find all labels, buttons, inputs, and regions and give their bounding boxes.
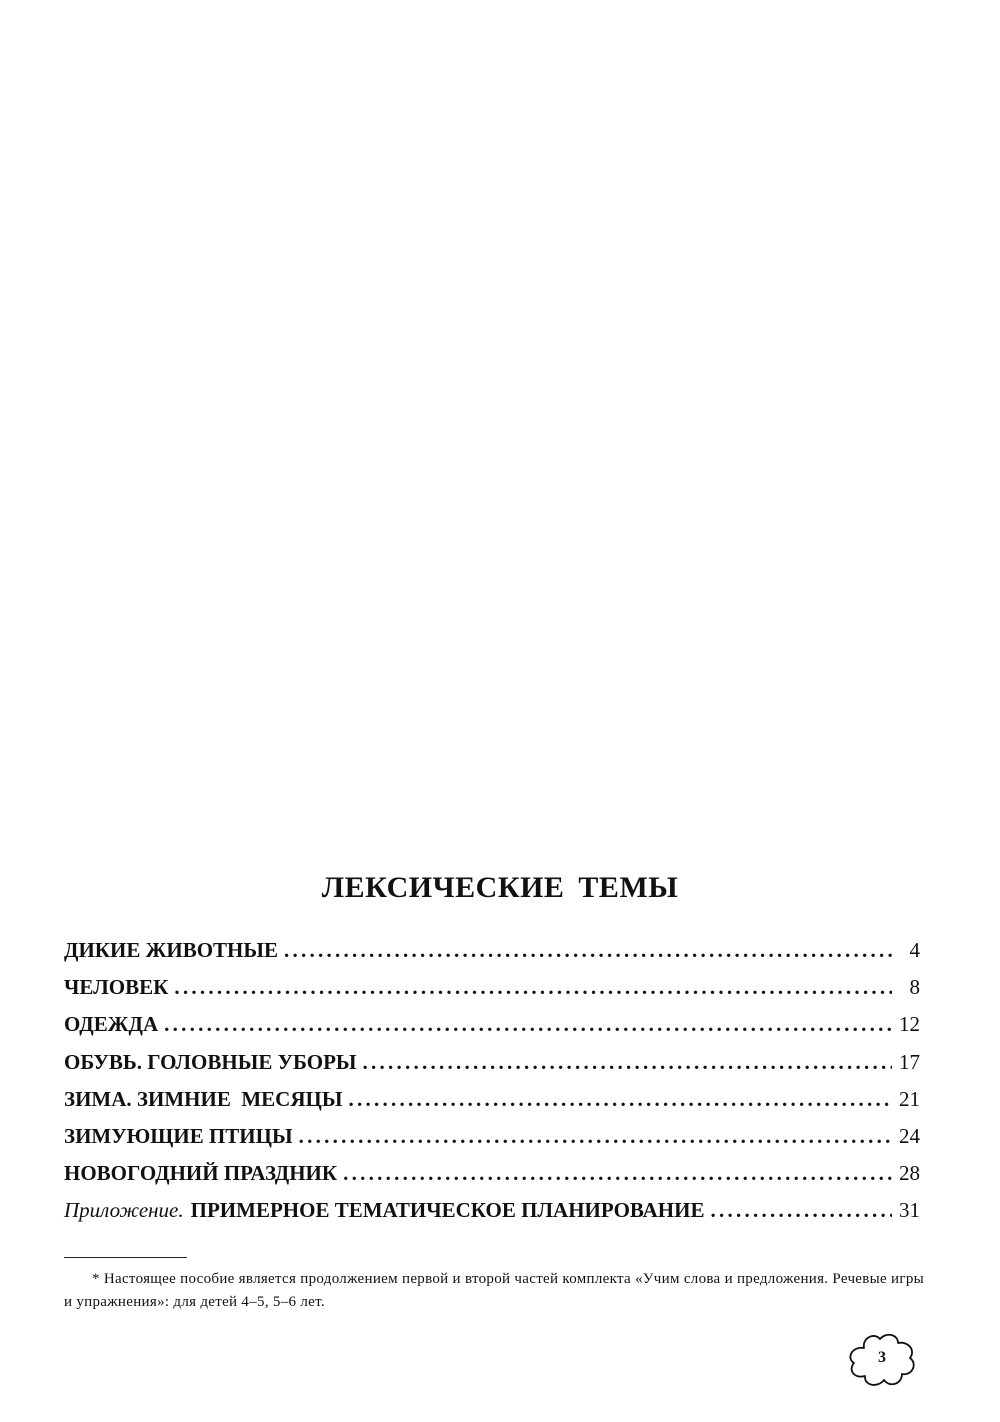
toc-leader-dots <box>174 975 892 1000</box>
toc-entry[interactable] <box>64 1087 920 1124</box>
toc-entry-page: 12 <box>899 1012 920 1037</box>
toc-entry-page: 31 <box>899 1198 920 1223</box>
toc-entry-page: 8 <box>909 975 920 1000</box>
toc-leader-dots <box>164 1012 892 1037</box>
toc-entry[interactable] <box>64 938 920 975</box>
toc-leader-dots <box>363 1050 892 1075</box>
toc-leader-dots <box>284 938 892 963</box>
table-of-contents <box>64 938 920 1236</box>
toc-entry-prefix: Приложение. <box>64 1198 184 1223</box>
page-number: 3 <box>878 1349 886 1366</box>
toc-entry[interactable] <box>64 975 920 1012</box>
toc-leader-dots <box>343 1161 892 1186</box>
toc-entry-page: 4 <box>909 938 920 962</box>
toc-entry-label: ЧЕЛОВЕК <box>64 975 169 1000</box>
toc-leader-dots <box>710 1198 892 1223</box>
toc-entry-label: НОВОГОДНИЙ ПРАЗДНИК <box>64 1161 338 1186</box>
toc-entry[interactable] <box>64 1012 920 1049</box>
toc-entry-label: ОБУВЬ. ГОЛОВНЫЕ УБОРЫ <box>64 1049 357 1074</box>
toc-entry-page: 28 <box>899 1161 920 1186</box>
toc-entry-label: ДИКИЕ ЖИВОТНЫЕ <box>64 938 279 962</box>
toc-entry-page: 24 <box>899 1123 920 1148</box>
toc-entry[interactable] <box>64 1198 920 1235</box>
toc-leader-dots <box>348 1087 892 1112</box>
toc-entry-page: 21 <box>899 1086 920 1111</box>
toc-entry-page: 17 <box>899 1049 920 1074</box>
toc-entry-label: ЗИМУЮЩИЕ ПТИЦЫ <box>64 1123 293 1148</box>
page-number-badge <box>846 1330 918 1388</box>
toc-entry[interactable] <box>64 1161 920 1198</box>
toc-leader-dots <box>299 1124 892 1149</box>
toc-entry[interactable] <box>64 1050 920 1087</box>
toc-title: ЛЕКСИЧЕСКИЕ ТЕМЫ <box>321 871 679 904</box>
footnote-text: * Настоящее пособие является продолжением первой и второй частей комплекта «Учим слова и предложения. Речевые игры и упражнения»: для детей 4–5, 5–6 лет. <box>64 1271 924 1310</box>
toc-entry-label: ПРИМЕРНОЕ ТЕМАТИЧЕСКОЕ ПЛАНИРОВАНИЕ <box>190 1198 705 1223</box>
toc-entry-label-group <box>64 1198 704 1223</box>
toc-entry-label: ЗИМА. ЗИМНИЕ МЕСЯЦЫ <box>64 1086 343 1111</box>
toc-entry-label: ОДЕЖДА <box>64 1012 159 1037</box>
footnote-divider <box>64 1257 187 1258</box>
toc-entry[interactable] <box>64 1124 920 1161</box>
